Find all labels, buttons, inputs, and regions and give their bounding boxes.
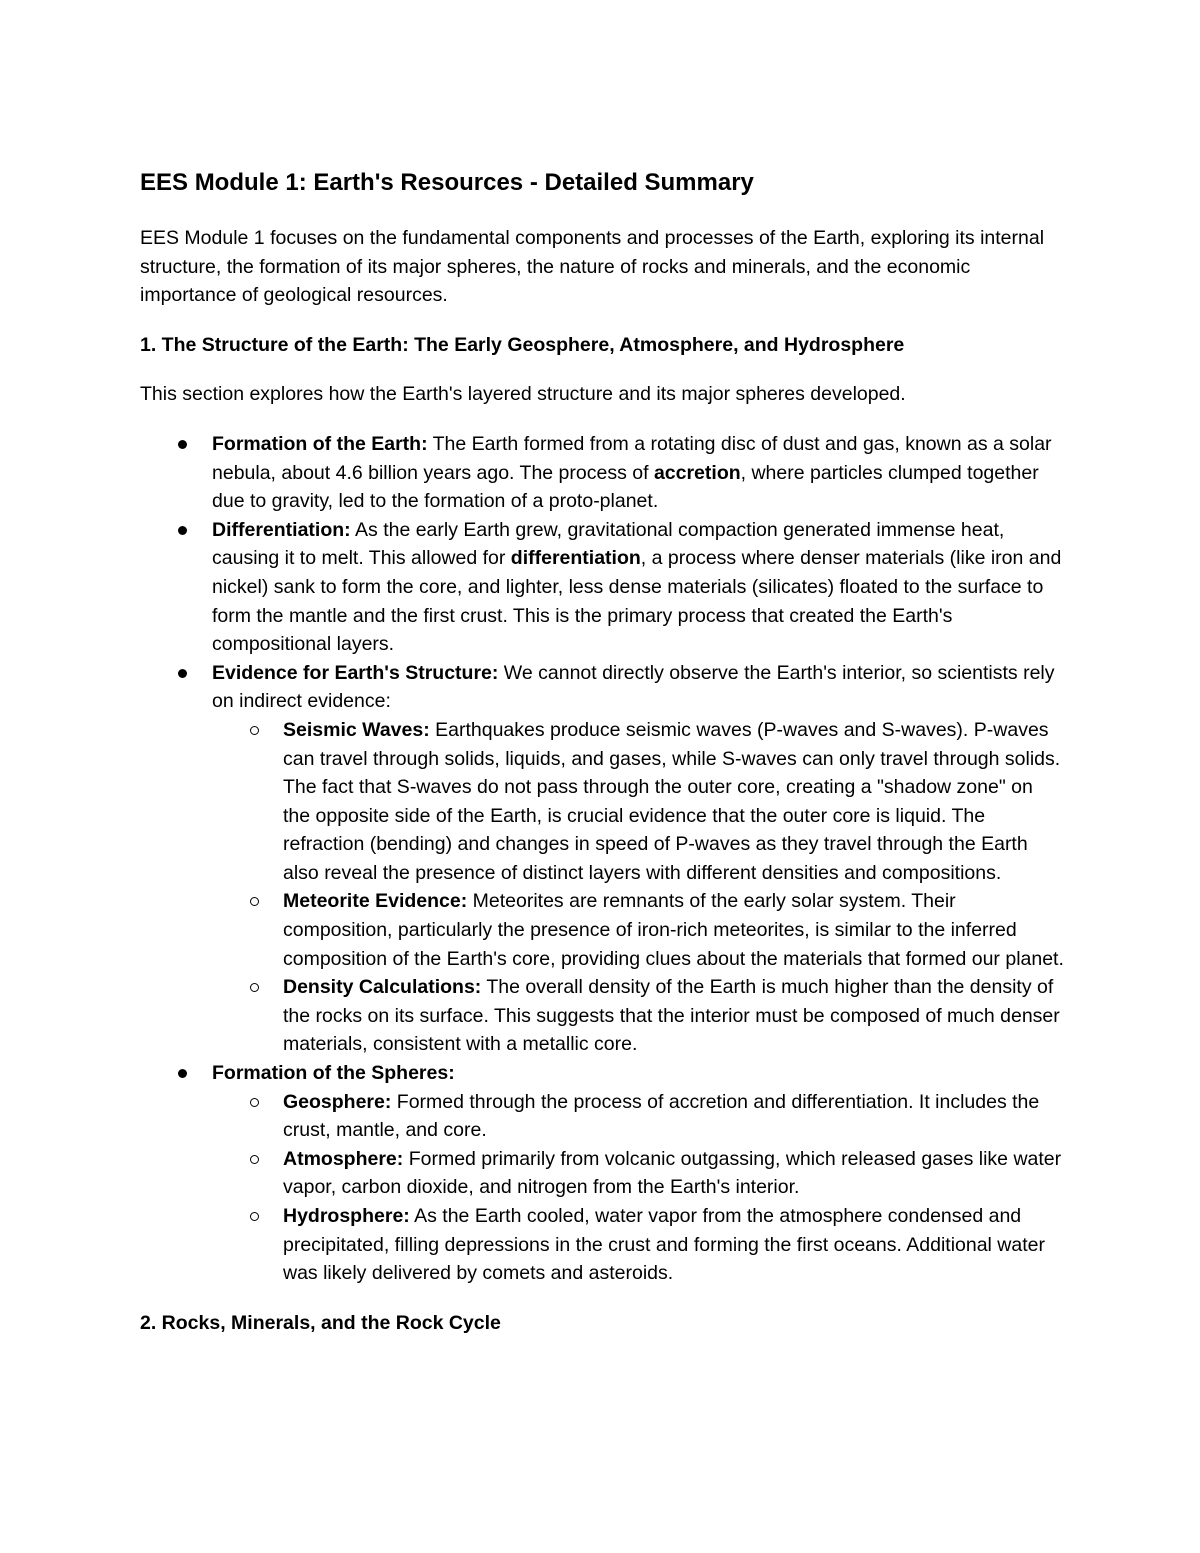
differentiation-text-a: As the early Earth grew, gravitational compaction generated immense heat, causing it to melt. This allowed for [212,518,1005,570]
bullet-icon [178,1069,187,1078]
sub-item-geosphere [212,1088,1065,1145]
document-title: EES Module 1: Earth's Resources - Detailed Summary [140,169,754,196]
differentiation-term: differentiation [510,547,641,570]
sub-item-seismic-waves [212,716,1065,888]
evidence-label: Evidence for Earth's Structure: [212,661,499,684]
list-item-evidence [140,659,1065,1059]
spheres-sub-list [212,1088,1065,1288]
sub-bullet-icon [250,1212,259,1221]
differentiation-text-b: , a process where denser materials (like iron and nickel) sank to form the core, and lighter, less dense materials (silicates) floated to the surface to form the mantle and the first crust. This is the primary process that created the Earth's compositional layers. [212,547,1062,656]
sub-item-meteorite-evidence [212,887,1065,973]
sub-bullet-icon [250,983,259,992]
section-1-intro: This section explores how the Earth's layered structure and its major spheres developed. [140,383,906,406]
document-page [140,166,1065,1337]
seismic-text: Earthquakes produce seismic waves (P-waves and S-waves). P-waves can travel through solids, liquids, and gases, while S-waves can only travel through solids. The fact that S-waves do not pass through the outer core, creating a "shadow zone" on the opposite side of the Earth, is crucial evidence that the outer core is liquid. The refraction (bending) and changes in speed of P-waves as they travel through the Earth also reveal the presence of distinct layers with different densities and compositions. [283,718,1061,884]
formation-text-b: , where particles clumped together due to gravity, led to the formation of a proto-planet. [212,461,1039,513]
density-text: The overall density of the Earth is much higher than the density of the rocks on its surface. This suggests that the interior must be composed of much denser materials, consistent with a metallic core. [283,976,1060,1056]
bullet-icon [178,440,187,449]
formation-term: accretion [653,461,741,484]
sub-bullet-icon [250,726,259,735]
seismic-label: Seismic Waves: [283,718,430,741]
differentiation-label: Differentiation: [212,518,351,541]
list-item-formation [140,430,1065,516]
sub-bullet-icon [250,1098,259,1107]
sub-item-density-calculations [212,973,1065,1059]
geosphere-text: Formed through the process of accretion and differentiation. It includes the crust, mantle, and core. [283,1090,1040,1142]
intro-paragraph: EES Module 1 focuses on the fundamental components and processes of the Earth, exploring its internal structure, the formation of its major spheres, the nature of rocks and minerals, and the economic importance of geological resources. [140,227,1045,307]
meteorite-text: Meteorites are remnants of the early solar system. Their composition, particularly the presence of iron-rich meteorites, is similar to the inferred composition of the Earth's core, providing clues about the materials that formed our planet. [283,890,1064,970]
section-1-heading: 1. The Structure of the Earth: The Early Geosphere, Atmosphere, and Hydrosphere [140,333,905,356]
density-label: Density Calculations: [283,976,482,999]
formation-label: Formation of the Earth: [212,432,428,455]
evidence-text: We cannot directly observe the Earth's interior, so scientists rely on indirect evidence: [212,661,1055,713]
meteorite-label: Meteorite Evidence: [283,890,468,913]
bullet-icon [178,669,187,678]
section-1-bullet-list [140,430,1065,1288]
geosphere-label: Geosphere: [283,1090,392,1113]
list-item-differentiation [140,516,1065,659]
sub-item-atmosphere [212,1145,1065,1202]
spheres-label: Formation of the Spheres: [212,1062,455,1085]
formation-text-a: The Earth formed from a rotating disc of dust and gas, known as a solar nebula, about 4.6 billion years ago. The process of [212,432,1052,484]
hydrosphere-text: As the Earth cooled, water vapor from the atmosphere condensed and precipitated, filling depressions in the crust and forming the first oceans. Additional water was likely delivered by comets and asteroids. [283,1205,1045,1285]
section-2-heading: 2. Rocks, Minerals, and the Rock Cycle [140,1311,501,1334]
sub-bullet-icon [250,1155,259,1164]
hydrosphere-label: Hydrosphere: [283,1205,410,1227]
evidence-sub-list [212,716,1065,1059]
list-item-spheres [140,1059,1065,1288]
sub-bullet-icon [250,897,259,906]
bullet-icon [178,526,187,535]
sub-item-hydrosphere [212,1202,1065,1288]
atmosphere-text: Formed primarily from volcanic outgassing, which released gases like water vapor, carbon dioxide, and nitrogen from the Earth's interior. [283,1147,1062,1199]
atmosphere-label: Atmosphere: [283,1147,404,1170]
